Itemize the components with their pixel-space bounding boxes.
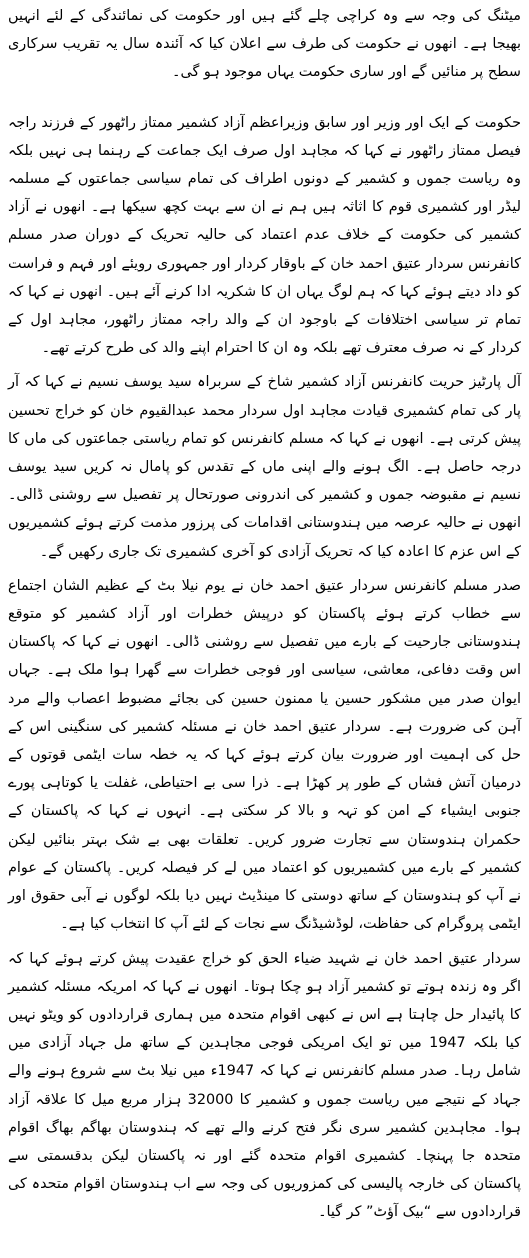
paragraph-5: سردار عتیق احمد خان نے شہید ضیاء الحق کو خراج عقیدت پیش کرتے ہوئے کہا کہ اگر وہ زندہ ہوتے تو کشمیر آزاد ہو چکا ہوتا۔ انھوں نے کہا کہ امریکہ مسئلہ کشمیر کا پائیدار حل چاہتا ہے اس نے کبھی اقوام متحدہ میں ہماری قراردادوں کو ویٹو نہیں کیا بلکہ 1947 میں تو ایک امریکی فوجی مجاہدین کے ساتھ مل جہاد آزادی میں شامل رہا۔ صدر مسلم کانفرنس نے کہا کہ 1947ء میں نیلا بٹ سے شروع ہونے والے جہاد کے نتیجے میں ریاست جموں و کشمیر کا 32000 ہزار مربع میل کا علاقہ آزاد ہوا۔ مجاہدین کشمیر سری نگر فتح کرنے والے تھے کہ ہندوستان بھاگم بھاگ اقوام متحدہ جا پہنچا۔ کشمیری اقوام متحدہ گئے اور نہ پاکستان لیکن بدقسمتی سے پاکستان کی خارجہ پالیسی کی کمزوریوں کی وجہ سے اب ہندوستان اقوام متحدہ کی قراردادوں سے “بیک آؤٹ” کر گیا۔	[8, 950, 521, 1221]
paragraph-3: آل پارٹیز حریت کانفرنس آزاد کشمیر شاخ کے سربراہ سید یوسف نسیم نے کہا کہ آر پار کی تمام کشمیری قیادت مجاہد اول سردار محمد عبدالقیوم خان کو خراج تحسین پیش کرتی ہے۔ انھوں نے کہا کہ مسلم کانفرنس کو تمام ریاستی جماعتوں کی ماں کا درجہ حاصل ہے۔ الگ ہونے والے اپنی ماں کے تقدس کو پامال نہ کریں سید یوسف نسیم نے مقبوضہ جموں و کشمیر کی اندرونی صورتحال پر تفصیل سے روشنی ڈالی۔ انھوں نے حالیہ عرصہ میں ہندوستانی اقدامات کی پرزور مذمت کرتے ہوئے کشمیریوں کے اس عزم کا اعادہ کیا کہ تحریک آزادی کو آخری کشمیری تک جاری رکھیں گے۔	[8, 374, 521, 560]
paragraph-2: حکومت کے ایک اور وزیر اور سابق وزیراعظم آزاد کشمیر ممتاز راٹھور کے فرزند راجہ فیصل ممتاز راٹھور نے کہا کہ مجاہد اول صرف ایک جماعت کے رہنما ہی نہیں بلکہ وہ ریاست جموں و کشمیر کے دونوں اطراف کی تمام سیاسی جماعتوں کے مسلمہ لیڈر اور کشمیری قوم کا اثاثہ ہیں ہم نے ان سے بہت کچھ سیکھا ہے۔ انھوں نے آزاد کشمیر کی حکومت کے خلاف عدم اعتماد کی حالیہ تحریک کے دوران صدر مسلم کانفرنس سردار عتیق احمد خان کے باوقار کردار اور جمہوری رویئے اور فہم و فراست کو داد دیتے ہوئے کہا کہ ہم لوگ یہاں ان کا شکریہ ادا کرنے آئے ہیں۔ انھوں نے کہا کہ تمام تر سیاسی اختلافات کے باوجود ان کے والد راجہ ممتاز راٹھور، مجاہد اول کے کردار کے نہ صرف معترف تھے بلکہ وہ ان کا احترام اپنے والد کی طرح کرتے تھے۔	[8, 114, 521, 357]
paragraph-spacer	[8, 87, 521, 109]
paragraph-1: میٹنگ کی وجہ سے وہ کراچی چلے گئے ہیں اور حکومت کی نمائندگی کے لئے انہیں بھیجا ہے۔ انھوں نے حکومت کی طرف سے اعلان کیا کہ آئندہ سال یہ تقریب سرکاری سطح پر منائیں گے اور ساری حکومت یہاں موجود ہو گی۔	[8, 8, 521, 81]
paragraph-4: صدر مسلم کانفرنس سردار عتیق احمد خان نے یوم نیلا بٹ کے عظیم الشان اجتماع سے خطاب کرتے ہوئے پاکستان کو درپیش خطرات اور آزاد کشمیر کو متوقع ہندوستانی جارحیت کے بارے میں تفصیل سے روشنی ڈالی۔ انھوں نے کہا کہ پاکستان اس وقت دفاعی، معاشی، سیاسی اور فوجی خطرات سے گھرا ہوا ملک ہے۔ جہاں ایوان صدر میں مشکور حسین یا ممنون حسین کی بجائے مضبوط اعصاب والے مرد آہن کی ضرورت ہے۔ سردار عتیق احمد خان نے مسئلہ کشمیر کی سنگینی اس کے حل کی اہمیت اور ضرورت بیان کرتے ہوئے کہا کہ یہ خطہ سات ایٹمی قوتوں کے درمیان آتش فشاں کے طور پر کھڑا ہے۔ ذرا سی بے احتیاطی، غفلت یا کوتاہی پورے جنوبی ایشیاء کے امن کو تہہ و بالا کر سکتی ہے۔ انہوں نے کہا کہ پاکستان کے حکمران ہندوستان سے تجارت ضرور کریں۔ تعلقات بھی بے شک بہتر بنائیں لیکن کشمیر کے بارے میں کشمیریوں کو اعتماد میں لے کر فیصلہ کریں۔ پاکستان کے عوام نے آپ کو ہندوستان کے ساتھ دوستی کا مینڈیٹ نہیں دیا بلکہ لوگوں نے آبی حقوق اور ایٹمی پروگرام کی حفاظت، لوڈشیڈنگ سے نجات کے لئے آپ کا انتخاب کیا ہے۔	[8, 577, 521, 933]
